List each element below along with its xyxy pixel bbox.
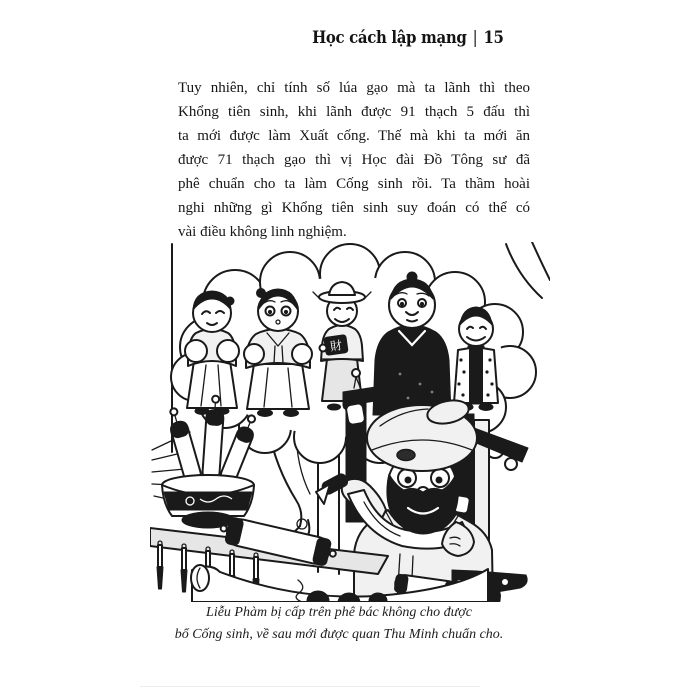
hanging-brush xyxy=(157,541,163,589)
bubble-tail-small xyxy=(505,458,517,470)
paragraph-line: Khổng tiên sinh, khi lãnh được 91 thạch 5 đấu thì xyxy=(178,104,530,120)
caption-line: bổ Cống sinh, về sau mới được quan Thu Minh chuẩn cho. xyxy=(174,627,504,642)
running-header xyxy=(313,28,504,48)
paragraph-line: phê chuẩn cho ta làm Cống sinh rồi. Ta thầm hoài xyxy=(178,176,530,192)
body-paragraph xyxy=(178,76,530,244)
paragraph-line: nghi những gì Khổng tiên sinh suy đoán có thể có xyxy=(178,200,530,216)
header-separator: | xyxy=(473,28,478,48)
paragraph-line: được 71 thạch gạo thì vị Học đài Đồ Tông sư đã xyxy=(178,152,530,168)
scan-artifact-line xyxy=(140,686,480,687)
paragraph-line: Tuy nhiên, chỉ tính số lúa gạo mà ta lãnh thì theo xyxy=(178,80,530,96)
hanging-brush xyxy=(181,544,187,592)
wealth-plaque-character: 財 xyxy=(329,338,344,354)
page-number: 15 xyxy=(483,28,504,48)
comic-illustration xyxy=(150,242,550,602)
dream-figure-1 xyxy=(185,291,239,415)
illustration-caption xyxy=(140,602,538,646)
header-title: Học cách lập mạng xyxy=(312,28,467,48)
wealth-plaque xyxy=(324,335,348,356)
hat-jewel xyxy=(397,450,415,461)
comic-illustration-art xyxy=(150,242,550,602)
caption-line: Liễu Phàm bị cấp trên phê bác không cho được xyxy=(206,605,472,620)
paragraph-line: vài điều không linh nghiệm. xyxy=(178,224,347,240)
paragraph-line: ta mới được làm Xuất cống. Thế mà khi ta mới ăn xyxy=(178,128,530,144)
dream-figure-5 xyxy=(454,307,498,411)
